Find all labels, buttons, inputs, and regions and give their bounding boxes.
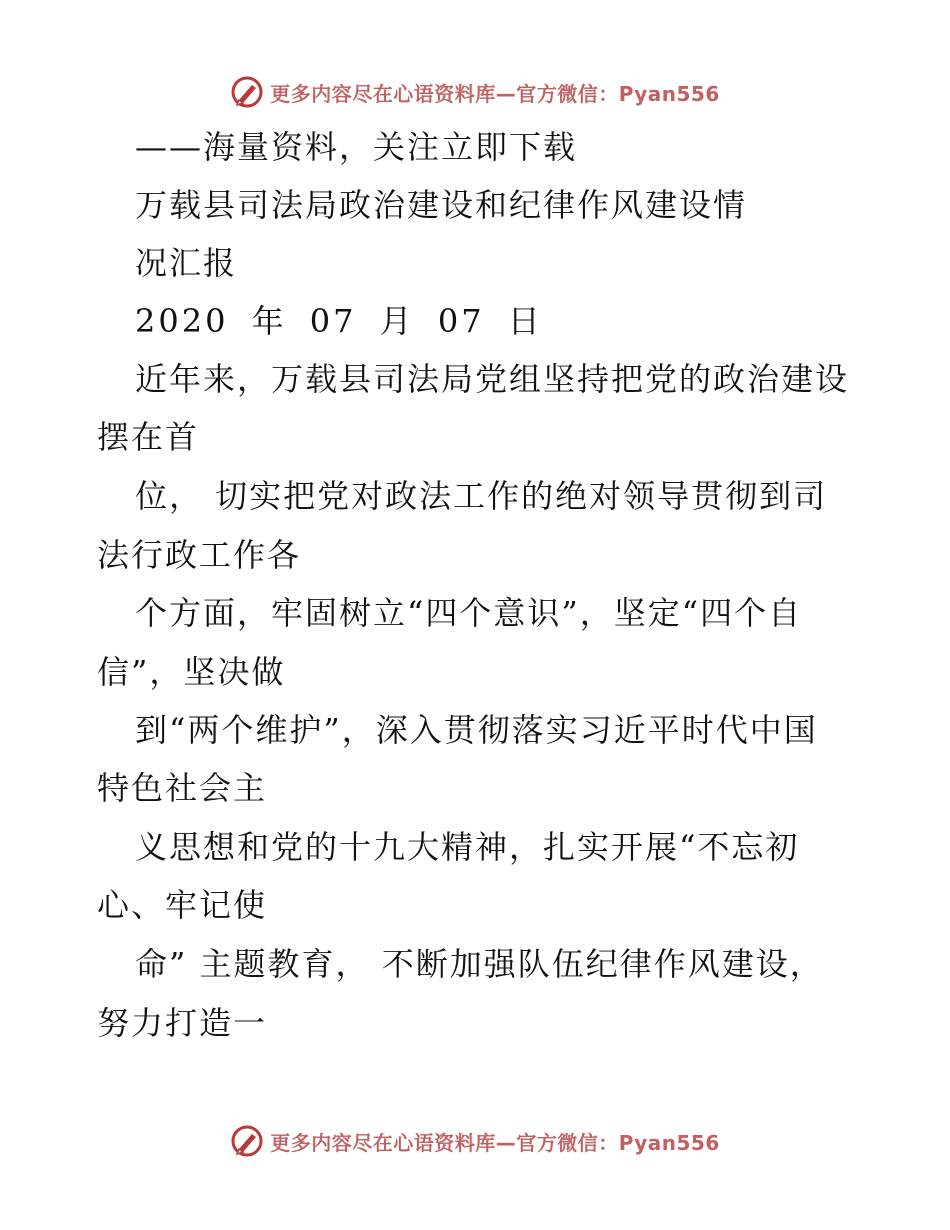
footer-watermark-banner [0,1121,950,1161]
document-date: 2020 年 07 月 07 日 [135,302,543,340]
document-line: ——海量资料，关注立即下载 [135,128,578,166]
document-line: 努力打造一 [97,1004,268,1042]
header-watermark-text: 更多内容尽在心语资料库—官方微信：Pyan556 [270,81,720,106]
document-line: 摆在首 [97,418,200,456]
pen-logo-icon [230,1124,264,1158]
document-line: 到“两个维护”，深入贯彻落实习近平时代中国 [135,711,818,749]
document-line: 位， 切实把党对政法工作的绝对领导贯彻到司 [135,477,828,515]
document-line: 个方面，牢固树立“四个意识”，坚定“四个自 [135,594,803,632]
document-line: 命” 主题教育， 不断加强队伍纪律作风建设， [135,945,824,983]
document-line: 心、牢记使 [97,886,268,924]
document-title-line: 万载县司法局政治建设和纪律作风建设情 [135,186,748,224]
pen-logo-icon [230,75,264,109]
document-line: 近年来，万载县司法局党组坚持把党的政治建设 [135,360,850,398]
document-line: 特色社会主 [97,769,268,807]
document-line: 信”，坚决做 [97,653,286,691]
document-line: 法行政工作各 [97,536,302,574]
document-line: 义思想和党的十九大精神，扎实开展“不忘初 [135,828,800,866]
header-watermark-banner [0,72,950,112]
document-title-line: 况汇报 [135,244,238,282]
footer-watermark-text: 更多内容尽在心语资料库—官方微信：Pyan556 [270,1130,720,1155]
